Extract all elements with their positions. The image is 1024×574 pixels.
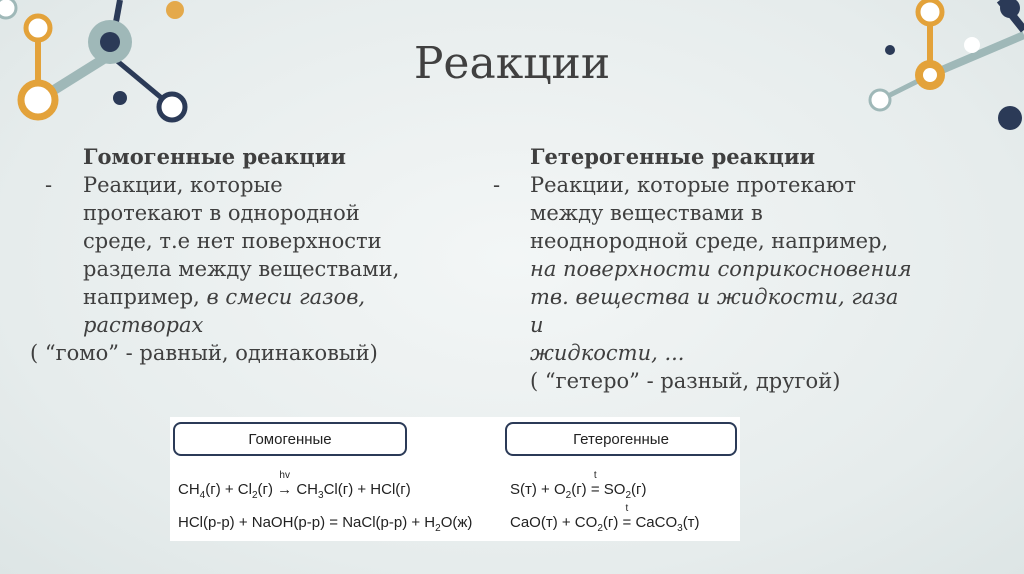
equation-sulfur-combustion: $S(т) + O_2(г)$ t = $SO_2(г)$ [510,470,647,501]
text-line: неоднородной среде, например, [530,229,889,253]
text-line-prefix: например, [83,285,207,309]
text-line: между веществами в [530,201,763,225]
italic-example: тв. вещества и жидкости, газа и [530,285,899,337]
heterogeneous-etymology-note: ( “гетеро” - разный, другой) [530,369,841,393]
equals-sign: t = [590,470,600,498]
text-line [83,283,430,311]
heterogeneous-column [478,143,918,395]
text-line: среде, т.е нет поверхности [83,229,382,253]
equation-neutralization: HCl(р-р) + NaOH(р-р) = NaCl(р-р) + $H_2O(ж)$ [178,514,473,534]
homogeneous-heading: Гомогенные реакции [83,144,346,169]
equals-sign: t = [622,503,632,531]
equation-methane-chlorination: $CH_4(г) + Cl_2(г)$ hv → $CH_3Cl(г) + HCl(г)$ [178,470,411,501]
heterogeneous-heading: Гетерогенные реакции [530,144,816,169]
heterogeneous-definition [478,171,918,367]
equations-panel [170,417,740,541]
text-line: Реакции, которые [83,173,283,197]
list-dash: - [45,173,53,197]
homogeneous-etymology-note: ( “гомо” - равный, одинаковый) [30,341,378,365]
italic-example: растворах [83,313,204,337]
homogeneous-label-box: Гомогенные [173,422,407,456]
reaction-arrow: hv → [277,470,293,498]
text-line: Реакции, которые протекают [530,173,857,197]
slide-title: Реакции [413,38,611,89]
heterogeneous-label-box: Гетерогенные [505,422,737,456]
italic-example: жидкости, ... [530,341,685,365]
italic-example: в смеси газов, [206,285,366,309]
text-line: раздела между веществами, [83,257,400,281]
list-dash: - [493,173,501,197]
equation-carbonate-formation: $CaO(т) + CO_2(г)$ t = CaCO$_3$(т) [510,503,700,534]
condition-label: hv [279,470,290,481]
italic-example: на поверхности соприкосновения [530,257,912,281]
condition-label: t [593,470,597,481]
homogeneous-definition [30,171,430,339]
condition-label: t [625,503,629,514]
homogeneous-column [30,143,430,367]
text-line: протекают в однородной [83,201,360,225]
